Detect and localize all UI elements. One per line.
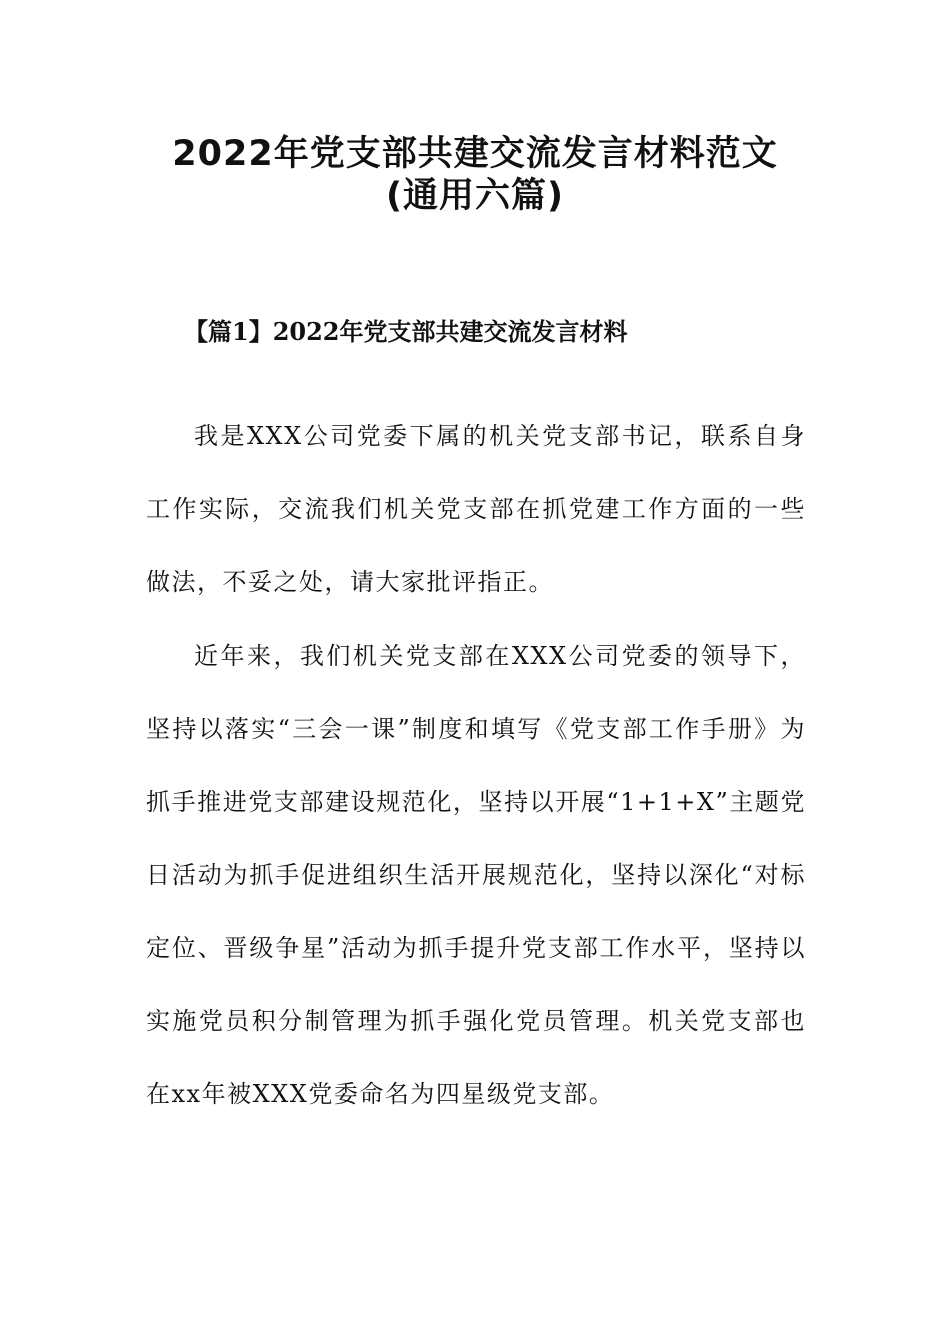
paragraph-2: 近年来，我们机关党支部在XXX公司党委的领导下，坚持以落实“三会一课”制度和填写《党支部工作手册》为抓手推进党支部建设规范化，坚持以开展“1+1+X”主题党日活动为抓手促进组织生活开展规范化，坚持以深化“对标定位、晋级争星”活动为抓手提升党支部工作水平，坚持以实施党员积分制管理为抓手强化党员管理。机关党支部也在xx年被XXX党委命名为四星级党支部。 bbox=[146, 642, 806, 1108]
section-heading: 【篇1】2022年党支部共建交流发言材料 bbox=[184, 317, 628, 346]
document-title-line-1: 2022年党支部共建交流发言材料范文 bbox=[172, 134, 778, 174]
paragraph-1: 我是XXX公司党委下属的机关党支部书记，联系自身工作实际，交流我们机关党支部在抓党建工作方面的一些做法，不妥之处，请大家批评指正。 bbox=[146, 422, 806, 596]
document-title-line-2: (通用六篇) bbox=[386, 176, 564, 216]
